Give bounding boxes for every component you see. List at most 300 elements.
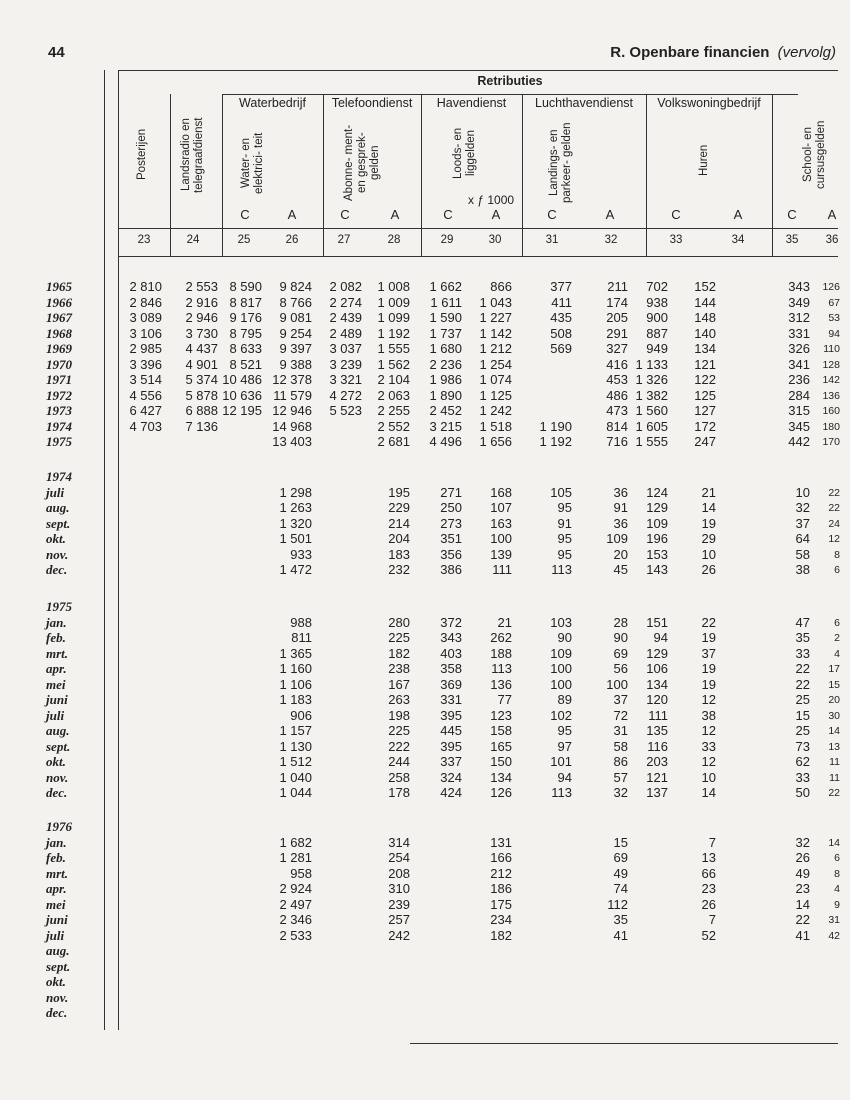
table-cell: 358	[440, 661, 462, 676]
table-cell: 174	[606, 294, 628, 310]
column-number: 30	[488, 234, 502, 246]
table-cell: 343	[788, 279, 810, 294]
row-label: juli	[46, 484, 65, 500]
table-cell: 9 254	[279, 325, 312, 341]
table-cell: 144	[694, 294, 716, 310]
table-cell: 107	[490, 500, 512, 515]
table-cell: 103	[550, 614, 572, 630]
row-label: feb.	[46, 630, 66, 645]
table-cell: 435	[550, 310, 572, 325]
table-cell: 242	[388, 927, 410, 943]
table-cell: 89	[557, 692, 572, 707]
table-cell: 77	[497, 692, 512, 707]
table-cell: 1 512	[279, 754, 312, 769]
table-cell: 67	[828, 296, 840, 309]
table-cell: 158	[490, 723, 512, 738]
table-cell: 113	[551, 562, 572, 577]
table-cell: 8 817	[229, 294, 262, 310]
table-cell: 124	[646, 484, 668, 500]
table-cell: 74	[613, 881, 628, 896]
table-cell: 2 439	[329, 310, 362, 325]
table-cell: 933	[290, 546, 312, 562]
table-cell: 3 321	[329, 372, 362, 387]
table-cell: 19	[701, 630, 716, 645]
column-number: 33	[669, 234, 683, 246]
row-label: okt.	[46, 531, 66, 546]
table-cell: 445	[440, 723, 462, 738]
table-cell: 8 521	[229, 356, 262, 372]
table-cell: 111	[492, 562, 512, 577]
table-cell: 22	[795, 676, 810, 692]
table-cell: 32	[795, 834, 810, 850]
table-cell: 8 766	[279, 294, 312, 310]
table-cell: 2 082	[329, 279, 362, 294]
row-label: aug.	[46, 500, 70, 515]
table-cell: 12	[701, 692, 716, 707]
table-cell: 196	[646, 531, 668, 546]
table-cell: 14	[828, 725, 840, 737]
table-cell: 1 605	[635, 418, 668, 434]
row-label: jan.	[46, 834, 67, 850]
column-number: 36	[825, 234, 839, 246]
stub-rule-inner	[104, 70, 105, 1030]
table-cell: 11 579	[273, 387, 312, 403]
header-waterbedrijf: Waterbedrijf	[239, 96, 306, 110]
row-label: nov.	[46, 989, 69, 1005]
table-cell: 343	[440, 630, 462, 645]
table-cell: 2 985	[129, 341, 162, 356]
table-cell: 12	[828, 533, 840, 545]
table-cell: 8 590	[229, 279, 262, 294]
table-cell: 10	[701, 769, 716, 785]
col-rule	[222, 94, 223, 256]
table-cell: 3 239	[329, 356, 362, 372]
table-cell: 90	[557, 630, 572, 645]
row-label: 1966	[46, 294, 72, 310]
table-cell: 3 514	[129, 372, 162, 387]
table-cell: 3 037	[329, 341, 362, 356]
table-cell: 113	[491, 661, 512, 676]
table-cell: 36	[613, 484, 628, 500]
table-cell: 1 227	[479, 310, 512, 325]
table-cell: 188	[490, 645, 512, 661]
section-continued: (vervolg)	[777, 44, 836, 61]
table-cell: 225	[388, 723, 410, 738]
table-cell: 4 437	[185, 341, 218, 356]
table-cell: 2 452	[429, 403, 462, 418]
table-cell: 208	[388, 865, 410, 881]
table-cell: 31	[828, 914, 840, 926]
table-cell: 988	[290, 614, 312, 630]
table-cell: 24	[828, 517, 840, 530]
header-schoolgelden: School- en cursusgelden	[802, 120, 827, 190]
col-rule	[522, 94, 523, 256]
table-cell: 1 044	[279, 785, 312, 800]
table-cell: 22	[828, 486, 840, 499]
table-cell: 100	[550, 676, 572, 692]
table-cell: 1 365	[279, 645, 312, 661]
table-cell: 244	[388, 754, 410, 769]
page-number: 44	[48, 44, 65, 61]
table-cell: 1 320	[279, 515, 312, 531]
table-cell: 86	[613, 754, 628, 769]
table-cell: 12 378	[272, 372, 312, 387]
table-cell: 424	[440, 785, 462, 800]
table-cell: 1 518	[479, 418, 512, 434]
table-cell: 30	[828, 709, 840, 722]
table-cell: 2 810	[129, 279, 162, 294]
table-cell: 262	[490, 630, 512, 645]
table-cell: 1 040	[279, 769, 312, 785]
ca-label: C	[671, 207, 681, 222]
column-number: 26	[285, 234, 299, 246]
row-label: 1974	[46, 418, 72, 434]
row-label: 1967	[46, 310, 72, 325]
table-cell: 2 274	[329, 294, 362, 310]
table-cell: 64	[795, 531, 810, 546]
section-letter: R.	[610, 44, 626, 61]
table-cell: 811	[291, 630, 312, 645]
table-cell: 153	[646, 546, 668, 562]
table-cell: 3 089	[129, 310, 162, 325]
table-cell: 887	[646, 325, 668, 341]
table-cell: 238	[388, 661, 410, 676]
ca-label: C	[443, 207, 453, 222]
table-cell: 91	[557, 515, 572, 531]
table-cell: 1 680	[429, 341, 462, 356]
ca-label: A	[390, 207, 400, 222]
table-cell: 2 552	[377, 418, 410, 434]
ca-label: C	[240, 207, 250, 222]
table-cell: 127	[694, 403, 716, 418]
row-label: 1971	[46, 372, 72, 387]
header-huren: Huren	[698, 144, 710, 176]
table-cell: 14	[701, 500, 716, 515]
table-cell: 134	[490, 769, 512, 785]
table-cell: 131	[490, 834, 512, 850]
table-cell: 49	[613, 865, 628, 881]
table-cell: 143	[646, 562, 668, 577]
table-cell: 3 106	[129, 325, 162, 341]
table-cell: 23	[701, 881, 716, 896]
table-cell: 331	[440, 692, 462, 707]
table-cell: 12 946	[272, 403, 312, 418]
table-cell: 50	[795, 785, 810, 800]
table-cell: 26	[701, 562, 716, 577]
table-cell: 1 501	[279, 531, 312, 546]
table-cell: 165	[490, 738, 512, 754]
table-cell: 4 272	[329, 387, 362, 403]
table-cell: 3 730	[185, 325, 218, 341]
table-cell: 95	[557, 546, 572, 562]
table-cell: 263	[388, 692, 410, 707]
table-cell: 15	[613, 834, 628, 850]
table-cell: 35	[613, 912, 628, 927]
table-cell: 225	[388, 630, 410, 645]
table-cell: 10	[701, 546, 716, 562]
row-label: sept.	[46, 515, 71, 531]
ca-label: A	[733, 207, 743, 222]
header-volkswoningbedrijf: Volkswoningbedrijf	[657, 96, 761, 110]
row-label: 1976	[46, 819, 72, 834]
table-cell: 6	[834, 564, 840, 576]
table-cell: 32	[795, 500, 810, 515]
table-cell: 337	[440, 754, 462, 769]
table-cell: 140	[694, 325, 716, 341]
table-cell: 312	[788, 310, 810, 325]
table-cell: 28	[613, 614, 628, 630]
table-cell: 356	[440, 546, 462, 562]
table-cell: 403	[440, 645, 462, 661]
row-label: 1968	[46, 325, 72, 341]
table-cell: 175	[490, 896, 512, 912]
table-cell: 134	[646, 676, 668, 692]
row-label: apr.	[46, 661, 67, 676]
table-cell: 13	[701, 850, 716, 865]
table-cell: 1 555	[635, 434, 668, 449]
table-cell: 1 160	[279, 661, 312, 676]
header-luchthavendienst: Luchthavendienst	[535, 96, 633, 110]
table-cell: 9 176	[229, 310, 262, 325]
table-cell: 183	[388, 546, 410, 562]
column-number: 24	[186, 234, 200, 246]
table-cell: 95	[557, 500, 572, 515]
row-label: mei	[46, 896, 66, 912]
table-cell: 257	[388, 912, 410, 927]
table-cell: 136	[822, 389, 840, 402]
table-cell: 906	[290, 707, 312, 723]
table-cell: 9 388	[279, 356, 312, 372]
table-cell: 37	[613, 692, 628, 707]
table-cell: 21	[497, 614, 512, 630]
row-label: juni	[46, 692, 68, 707]
table-cell: 254	[388, 850, 410, 865]
table-cell: 33	[795, 769, 810, 785]
table-cell: 1 043	[479, 294, 512, 310]
table-cell: 2	[834, 632, 840, 644]
table-cell: 1 281	[279, 850, 312, 865]
table-cell: 14 968	[272, 418, 312, 434]
table-cell: 148	[694, 310, 716, 325]
table-cell: 90	[613, 630, 628, 645]
table-cell: 129	[646, 500, 668, 515]
row-label: 1975	[46, 434, 72, 449]
header-bottom-rule	[118, 256, 838, 257]
column-number: 27	[337, 234, 351, 246]
column-number: 32	[604, 234, 618, 246]
table-cell: 31	[613, 723, 628, 738]
table-cell: 47	[795, 614, 810, 630]
row-label: 1970	[46, 356, 72, 372]
column-number: 28	[387, 234, 401, 246]
stub-rule	[118, 70, 119, 1030]
table-cell: 121	[694, 356, 716, 372]
table-cell: 814	[606, 418, 628, 434]
ca-label: A	[491, 207, 501, 222]
table-cell: 702	[646, 279, 668, 294]
table-cell: 182	[388, 645, 410, 661]
table-cell: 182	[490, 927, 512, 943]
row-label: 1975	[46, 599, 72, 614]
table-cell: 326	[788, 341, 810, 356]
table-cell: 41	[795, 927, 810, 943]
table-cell: 349	[788, 294, 810, 310]
table-cell: 203	[646, 754, 668, 769]
table-cell: 12	[701, 754, 716, 769]
table-cell: 3 215	[429, 418, 462, 434]
section-name: Openbare financien	[629, 44, 770, 61]
table-cell: 36	[613, 515, 628, 531]
table-cell: 4 703	[129, 418, 162, 434]
table-cell: 236	[788, 372, 810, 387]
table-cell: 26	[795, 850, 810, 865]
header-top-rule	[118, 70, 838, 71]
table-cell: 949	[646, 341, 668, 356]
table-cell: 11	[829, 771, 840, 784]
table-cell: 716	[606, 434, 628, 449]
table-cell: 351	[440, 531, 462, 546]
column-number: 25	[237, 234, 251, 246]
table-cell: 2 255	[377, 403, 410, 418]
table-cell: 222	[388, 738, 410, 754]
row-label: sept.	[46, 958, 71, 974]
table-cell: 284	[788, 387, 810, 403]
table-cell: 5 878	[185, 387, 218, 403]
table-cell: 1 298	[279, 484, 312, 500]
row-label: nov.	[46, 769, 69, 785]
table-cell: 1 662	[429, 279, 462, 294]
table-cell: 1 157	[279, 723, 312, 738]
table-cell: 958	[290, 865, 312, 881]
table-cell: 56	[613, 661, 628, 676]
table-cell: 110	[823, 343, 840, 355]
table-cell: 134	[694, 341, 716, 356]
table-cell: 1 472	[279, 562, 312, 577]
table-cell: 2 846	[129, 294, 162, 310]
table-cell: 38	[795, 562, 810, 577]
table-cell: 142	[822, 374, 840, 386]
table-cell: 1 133	[635, 356, 668, 372]
table-cell: 69	[613, 850, 628, 865]
table-cell: 37	[795, 515, 810, 531]
table-cell: 10 486	[222, 372, 262, 387]
col-rule	[323, 94, 324, 256]
row-label: sept.	[46, 738, 71, 754]
table-cell: 1 125	[479, 387, 512, 403]
table-cell: 125	[694, 387, 716, 403]
table-cell: 341	[788, 356, 810, 372]
row-label: dec.	[46, 785, 68, 800]
table-cell: 2 924	[279, 881, 312, 896]
table-cell: 32	[613, 785, 628, 800]
table-cell: 569	[550, 341, 572, 356]
table-cell: 42	[828, 929, 840, 942]
table-cell: 2 946	[185, 310, 218, 325]
row-label: feb.	[46, 850, 66, 865]
row-label: mei	[46, 676, 66, 692]
row-label: juli	[46, 707, 65, 723]
section-title	[610, 44, 836, 61]
table-cell: 331	[788, 325, 810, 341]
table-cell: 66	[701, 865, 716, 881]
table-cell: 1 986	[429, 372, 462, 387]
table-cell: 416	[606, 356, 628, 372]
table-cell: 211	[607, 279, 628, 294]
table-cell: 8 633	[229, 341, 262, 356]
column-number: 23	[137, 234, 151, 246]
header-water-elektriciteit: Water- en elektrici- teit	[240, 132, 265, 194]
table-cell: 229	[388, 500, 410, 515]
table-cell: 1 008	[377, 279, 410, 294]
table-cell: 508	[550, 325, 572, 341]
table-cell: 41	[613, 927, 628, 943]
header-loods-liggelden: Loods- en liggelden	[452, 127, 477, 179]
table-cell: 180	[822, 420, 840, 433]
col-rule	[772, 94, 773, 256]
header-telefoondienst: Telefoondienst	[331, 96, 413, 110]
table-cell: 1 242	[479, 403, 512, 418]
table-cell: 58	[613, 738, 628, 754]
table-cell: 13 403	[272, 434, 312, 449]
table-cell: 1 183	[279, 692, 312, 707]
row-label: mrt.	[46, 645, 69, 661]
table-cell: 1 074	[479, 372, 512, 387]
header-landingsgelden: Landings- en parkeer- gelden	[548, 122, 573, 204]
table-cell: 22	[828, 502, 840, 514]
table-cell: 97	[557, 738, 572, 754]
table-cell: 160	[822, 405, 840, 417]
table-cell: 6 888	[185, 403, 218, 418]
table-cell: 1 192	[377, 325, 410, 341]
table-cell: 94	[557, 769, 572, 785]
table-cell: 372	[440, 614, 462, 630]
table-cell: 22	[701, 614, 716, 630]
header-havendienst: Havendienst	[436, 96, 507, 110]
table-cell: 327	[606, 341, 628, 356]
table-cell: 178	[388, 785, 410, 800]
table-cell: 453	[606, 372, 628, 387]
table-cell: 273	[440, 515, 462, 531]
table-cell: 386	[440, 562, 462, 577]
table-cell: 4 496	[429, 434, 462, 449]
table-cell: 170	[822, 436, 840, 448]
table-cell: 136	[490, 676, 512, 692]
table-cell: 271	[440, 484, 462, 500]
table-cell: 900	[646, 310, 668, 325]
col-rule	[646, 94, 647, 256]
table-cell: 105	[550, 484, 572, 500]
table-cell: 9 397	[279, 341, 312, 356]
table-cell: 1 560	[635, 403, 668, 418]
table-cell: 1 106	[279, 676, 312, 692]
table-cell: 324	[440, 769, 462, 785]
table-cell: 2 497	[279, 896, 312, 912]
table-cell: 4 901	[185, 356, 218, 372]
table-cell: 23	[795, 881, 810, 896]
table-cell: 116	[647, 738, 668, 754]
table-cell: 6	[834, 616, 840, 629]
table-cell: 2 489	[329, 325, 362, 341]
header-landsradio: Landsradio en telegraafdienst	[180, 117, 205, 193]
row-label: 1969	[46, 341, 72, 356]
table-cell: 4	[834, 883, 840, 895]
row-label: dec.	[46, 1005, 68, 1020]
table-cell: 163	[490, 515, 512, 531]
table-cell: 2 681	[377, 434, 410, 449]
table-cell: 33	[795, 645, 810, 661]
table-cell: 152	[694, 279, 716, 294]
table-cell: 128	[822, 358, 840, 371]
